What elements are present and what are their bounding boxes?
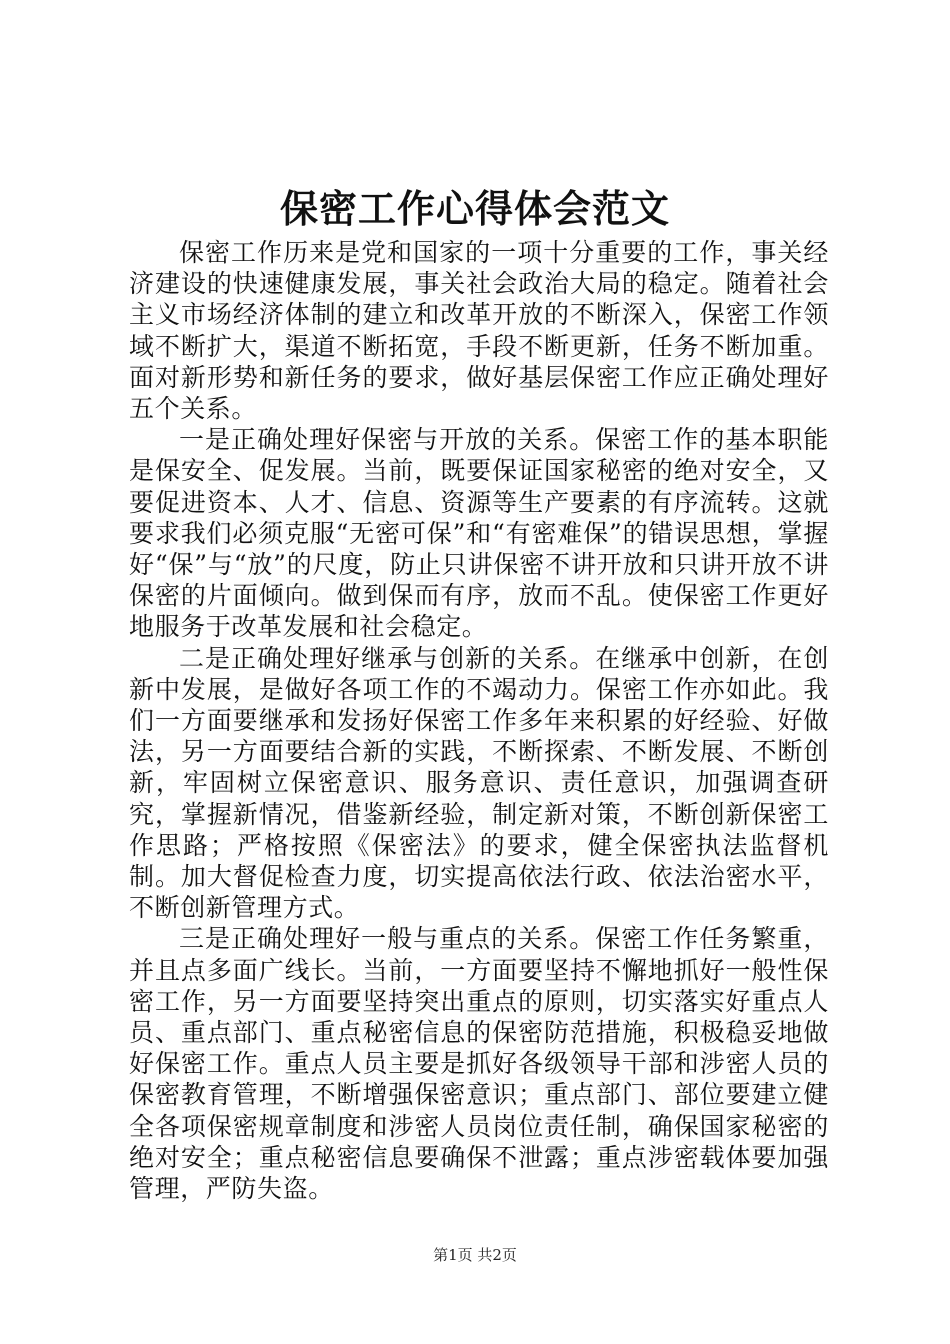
paragraph-intro: 保密工作历来是党和国家的一项十分重要的工作，事关经济建设的快速健康发展，事关社会政治大局的稳定。随着社会主义市场经济体制的建立和改革开放的不断深入，保密工作领域不断扩大，渠道不断拓宽，手段不断更新，任务不断加重。面对新形势和新任务的要求，做好基层保密工作应正确处理好五个关系。 xyxy=(129,238,829,424)
document-title: 保密工作心得体会范文 xyxy=(279,186,670,231)
paragraph-secrecy-openness: 一是正确处理好保密与开放的关系。保密工作的基本职能是保安全、促发展。当前，既要保证国家秘密的绝对安全，又要促进资本、人才、信息、资源等生产要素的有序流转。这就要求我们必须克服“无密可保”和“有密难保”的错误思想，掌握好“保”与“放”的尺度，防止只讲保密不讲开放和只讲开放不讲保密的片面倾向。做到保而有序，放而不乱。使保密工作更好地服务于改革发展和社会稳定。 xyxy=(129,425,829,642)
paragraph-general-key-points: 三是正确处理好一般与重点的关系。保密工作任务繁重，并且点多面广线长。当前，一方面要坚持不懈地抓好一般性保密工作，另一方面要坚持突出重点的原则，切实落实好重点人员、重点部门、重点秘密信息的保密防范措施，积极稳妥地做好保密工作。重点人员主要是抓好各级领导干部和涉密人员的保密教育管理，不断增强保密意识；重点部门、部位要建立健全各项保密规章制度和涉密人员岗位责任制，确保国家秘密的绝对安全；重点秘密信息要确保不泄露；重点涉密载体要加强管理，严防失盗。 xyxy=(129,924,829,1204)
paragraph-inheritance-innovation: 二是正确处理好继承与创新的关系。在继承中创新，在创新中发展，是做好各项工作的不竭动力。保密工作亦如此。我们一方面要继承和发扬好保密工作多年来积累的好经验、好做法，另一方面要结合新的实践，不断探索、不断发展、不断创新，牢固树立保密意识、服务意识、责任意识，加强调查研究，掌握新情况，借鉴新经验，制定新对策，不断创新保密工作思路；严格按照《保密法》的要求，健全保密执法监督机制。加大督促检查力度，切实提高依法行政、依法治密水平，不断创新管理方式。 xyxy=(129,643,829,923)
page-footer: 第1页 共2页 xyxy=(433,1246,517,1264)
document-body xyxy=(129,237,829,1204)
